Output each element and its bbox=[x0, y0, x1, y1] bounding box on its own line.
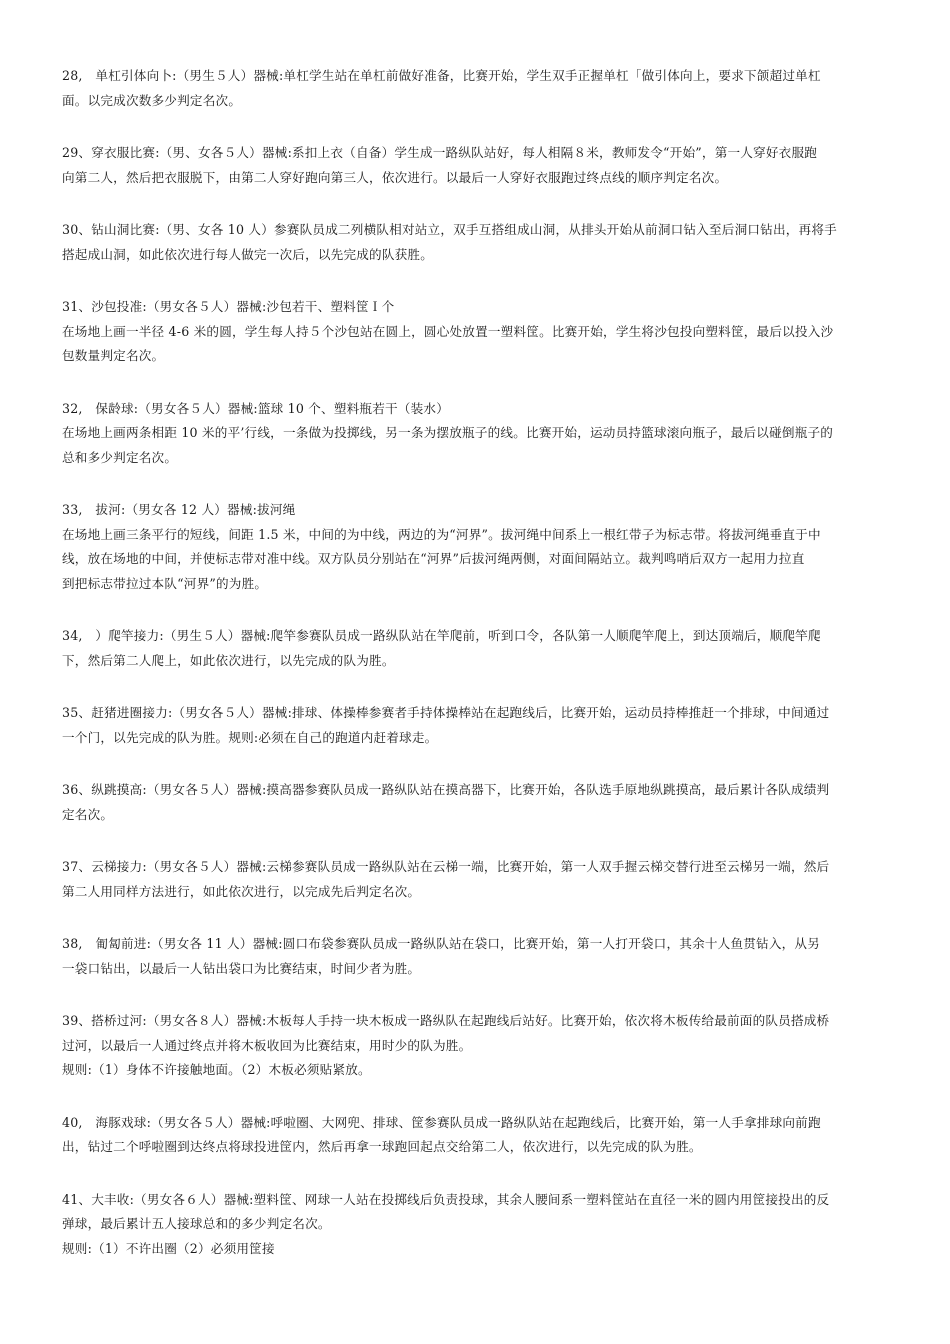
rule-item-30 bbox=[62, 218, 894, 267]
rule-item-38 bbox=[62, 932, 894, 981]
rule-item-32 bbox=[62, 397, 894, 471]
text-line: 36、纵跳摸高:（男女各５人）器械:摸高器参赛队员成一路纵队站在摸高器下，比赛开始，各队选手原地纵跳摸高，最后累计各队成绩判 bbox=[62, 782, 830, 797]
rule-item-40 bbox=[62, 1111, 894, 1160]
text-line: 面。以完成次数多少判定名次。 bbox=[62, 92, 242, 108]
text-line: 32, 保龄球:（男女各５人）器械:篮球 10 个、塑料瓶若干（装水） bbox=[62, 400, 449, 416]
text-line: 30、钻山洞比赛:（男、女各 10 人）参赛队员成二列横队相对站立，双手互搭组成山洞，从排头开始从前洞口钻入至后洞口钻出，再将手 bbox=[62, 222, 837, 237]
rule-item-31 bbox=[62, 295, 894, 369]
rule-item-41 bbox=[62, 1188, 894, 1262]
rule-item-39 bbox=[62, 1009, 894, 1083]
text-line: 28, 单杠引体向卜:（男生５人）器械:单杠学生站在单杠前做好准备，比赛开始，学生双手正握单杠「做引体向上，要求下颌超过单杠 bbox=[62, 68, 821, 83]
text-line: 一袋口钻出，以最后一人钻出袋口为比赛结束，时间少者为胜。 bbox=[62, 960, 421, 976]
text-line: 过河，以最后一人通过终点并将木板收回为比赛结束，用时少的队为胜。 bbox=[62, 1037, 472, 1053]
text-line: 41、大丰收:（男女各６人）器械:塑料筐、网球一人站在投掷线后负责投球，其余人腰间系一塑料筐站在直径一米的圆内用筐接投出的反 bbox=[62, 1191, 830, 1207]
text-line: 39、搭桥过河:（男女各８人）器械:木板每人手持一块木板成一路纵队在起跑线后站好。比赛开始，依次将木板传给最前面的队员搭成桥 bbox=[62, 1013, 830, 1028]
text-line: 包数量判定名次。 bbox=[62, 348, 165, 363]
text-line: 规则:（1）不许出圈（2）必须用筐接 bbox=[62, 1240, 275, 1256]
rule-item-34 bbox=[62, 624, 894, 673]
text-line: 35、赶猪进圈接力:（男女各５人）器械:排球、体操棒参赛者手持体操棒站在起跑线后，比赛开始，运动员持棒推赶一个排球，中间通过 bbox=[62, 705, 830, 720]
text-line: 到把标志带拉过本队“河界”的为胜。 bbox=[62, 575, 268, 591]
text-line: 定名次。 bbox=[62, 806, 114, 822]
text-line: 出，钻过二个呼啦圈到达终点将球投进筐内，然后再拿一球跑回起点交给第二人，依次进行，以先完成的队为胜。 bbox=[62, 1139, 702, 1154]
rule-item-37 bbox=[62, 855, 894, 904]
text-line: 34, ）爬竿接力:（男生５人）器械:爬竿参赛队员成一路纵队站在竿爬前，听到口令，各队第一人顺爬竿爬上，到达顶端后，顺爬竿爬 bbox=[62, 628, 821, 643]
text-line: 总和多少判定名次。 bbox=[62, 449, 178, 465]
text-line: 弹球，最后累计五人接球总和的多少判定名次。 bbox=[62, 1216, 331, 1231]
text-line: 在场地上画一半径 4-6 米的圆，学生每人持５个沙包站在圆上，圆心处放置一塑料筐。比赛开始，学生将沙包投向塑料筐，最后以投入沙 bbox=[62, 323, 834, 339]
text-line: 一个门，以先完成的队为胜。规则:必须在自己的跑道内赶着球走。 bbox=[62, 729, 438, 745]
text-line: 下，然后第二人爬上，如此依次进行，以先完成的队为胜。 bbox=[62, 652, 395, 668]
text-line: 40, 海豚戏球:（男女各５人）器械:呼啦圈、大网兜、排球、筐参赛队员成一路纵队站在起跑线后，比赛开始，第一人手拿排球向前跑 bbox=[62, 1114, 821, 1130]
rule-item-29 bbox=[62, 141, 894, 190]
text-line: 规则:（1）身体不许接触地面。（2）木板必须贴紧放。 bbox=[62, 1062, 371, 1077]
text-line: 33, 拔河:（男女各 12 人）器械:拔河绳 bbox=[62, 502, 296, 517]
text-line: 37、云梯接力:（男女各５人）器械:云梯参赛队员成一路纵队站在云梯一端，比赛开始，第一人双手握云梯交替行进至云梯另一端，然后 bbox=[62, 859, 830, 874]
rule-item-35 bbox=[62, 701, 894, 750]
text-line: 29、穿衣服比赛:（男、女各５人）器械:系扣上衣（自备）学生成一路纵队站好，每人相隔８米，教师发令“开始”，第一人穿好衣服跑 bbox=[62, 145, 818, 160]
rule-item-28 bbox=[62, 64, 894, 113]
rule-item-33 bbox=[62, 498, 894, 596]
text-line: 搭起成山洞，如此依次进行每人做完一次后，以先完成的队获胜。 bbox=[62, 246, 434, 262]
text-line: 线，放在场地的中间，并使标志带对准中线。双方队员分别站在“河界”后拔河绳两侧，对面间隔站立。裁判鸣哨后双方一起用力拉直 bbox=[62, 551, 805, 566]
rule-item-36 bbox=[62, 778, 894, 827]
document-page bbox=[62, 64, 894, 1289]
text-line: 向第二人，然后把衣服脱下，由第二人穿好跑向第三人，依次进行。以最后一人穿好衣服跑过终点线的顺序判定名次。 bbox=[62, 169, 728, 185]
text-line: 在场地上画三条平行的短线，间距 1.5 米，中间的为中线，两边的为“河界”。拔河绳中间系上一根红带子为标志带。将拔河绳垂直于中 bbox=[62, 526, 821, 542]
text-line: 38, 匍匐前进:（男女各 11 人）器械:圆口布袋参赛队员成一路纵队站在袋口，比赛开始，第一人打开袋口，其余十人鱼贯钻入，从另 bbox=[62, 936, 821, 951]
text-line: 31、沙包投准:（男女各５人）器械:沙包若干、塑料筐Ｉ个 bbox=[62, 299, 395, 314]
text-line: 第二人用同样方法进行，如此依次进行，以完成先后判定名次。 bbox=[62, 883, 421, 899]
text-line: 在场地上画两条相距 10 米的平’行线，一条做为投掷线，另一条为摆放瓶子的线。比赛开始，运动员持篮球滚向瓶子，最后以碰倒瓶子的 bbox=[62, 425, 834, 440]
